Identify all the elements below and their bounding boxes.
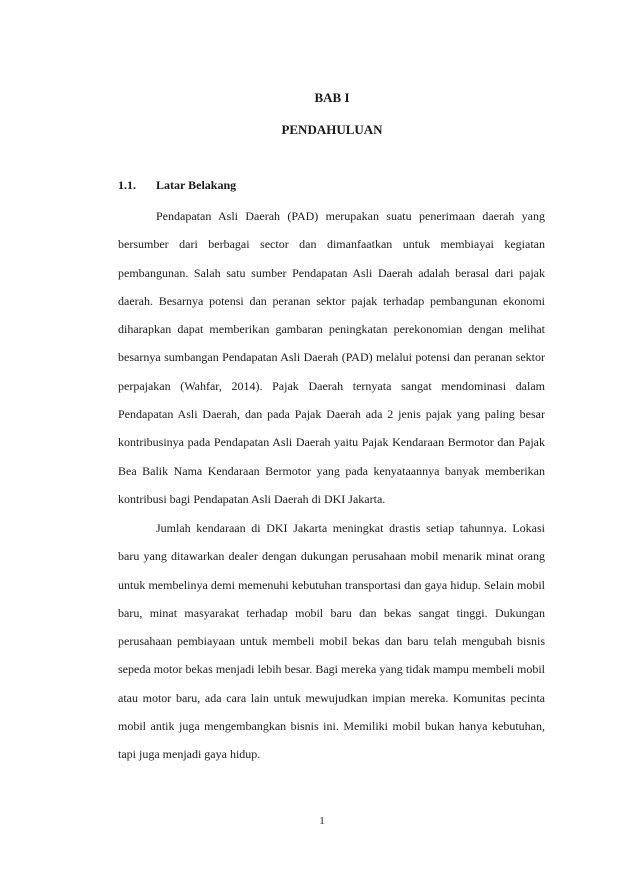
section-heading (118, 178, 236, 193)
chapter-number: BAB I (314, 90, 350, 105)
paragraph-1: Pendapatan Asli Daerah (PAD) merupakan suatu penerimaan daerah yang bersumber dari berbagai sector dan dimanfaatkan untuk membiayai kegiatan pembangunan. Salah satu sumber Pendapatan Asli Daerah adalah berasal dari pajak daerah. Besarnya potensi dan peranan sektor pajak terhadap pembangunan ekonomi diharapkan dapat memberikan gambaran peningkatan perekonomian dengan melihat besarnya sumbangan Pendapatan Asli Daerah (PAD) melalui potensi dan peranan sektor perpajakan (Wahfar, 2014). Pajak Daerah ternyata sangat mendominasi dalam Pendapatan Asli Daerah, dan pada Pajak Daerah ada 2 jenis pajak yang paling besar kontribusinya pada Pendapatan Asli Daerah yaitu Pajak Kendaraan Bermotor dan Pajak Bea Balik Nama Kendaraan Bermotor yang pada kenyataannya banyak memberikan kontribusi bagi Pendapatan Asli Daerah di DKI Jakarta. (118, 209, 545, 506)
section-title: Latar Belakang (156, 178, 237, 192)
section-number: 1.1. (118, 178, 136, 192)
page-number: 1 (319, 815, 325, 827)
chapter-title: PENDAHULUAN (281, 122, 383, 137)
paragraph-2: Jumlah kendaraan di DKI Jakarta meningkat drastis setiap tahunnya. Lokasi baru yang ditawarkan dealer dengan dukungan perusahaan mobil menarik minat orang untuk membelinya demi memenuhi kebutuhan transportasi dan gaya hidup. Selain mobil baru, minat masyarakat terhadap mobil baru dan bekas sangat tinggi. Dukungan perusahaan pembiayaan untuk membeli mobil bekas dan baru telah mengubah bisnis sepeda motor bekas menjadi lebih besar. Bagi mereka yang tidak mampu membeli mobil atau motor baru, ada cara lain untuk mewujudkan impian mereka. Komunitas pecinta mobil antik juga mengembangkan bisnis ini. Memiliki mobil bukan hanya kebutuhan, tapi juga menjadi gaya hidup. (118, 521, 545, 762)
